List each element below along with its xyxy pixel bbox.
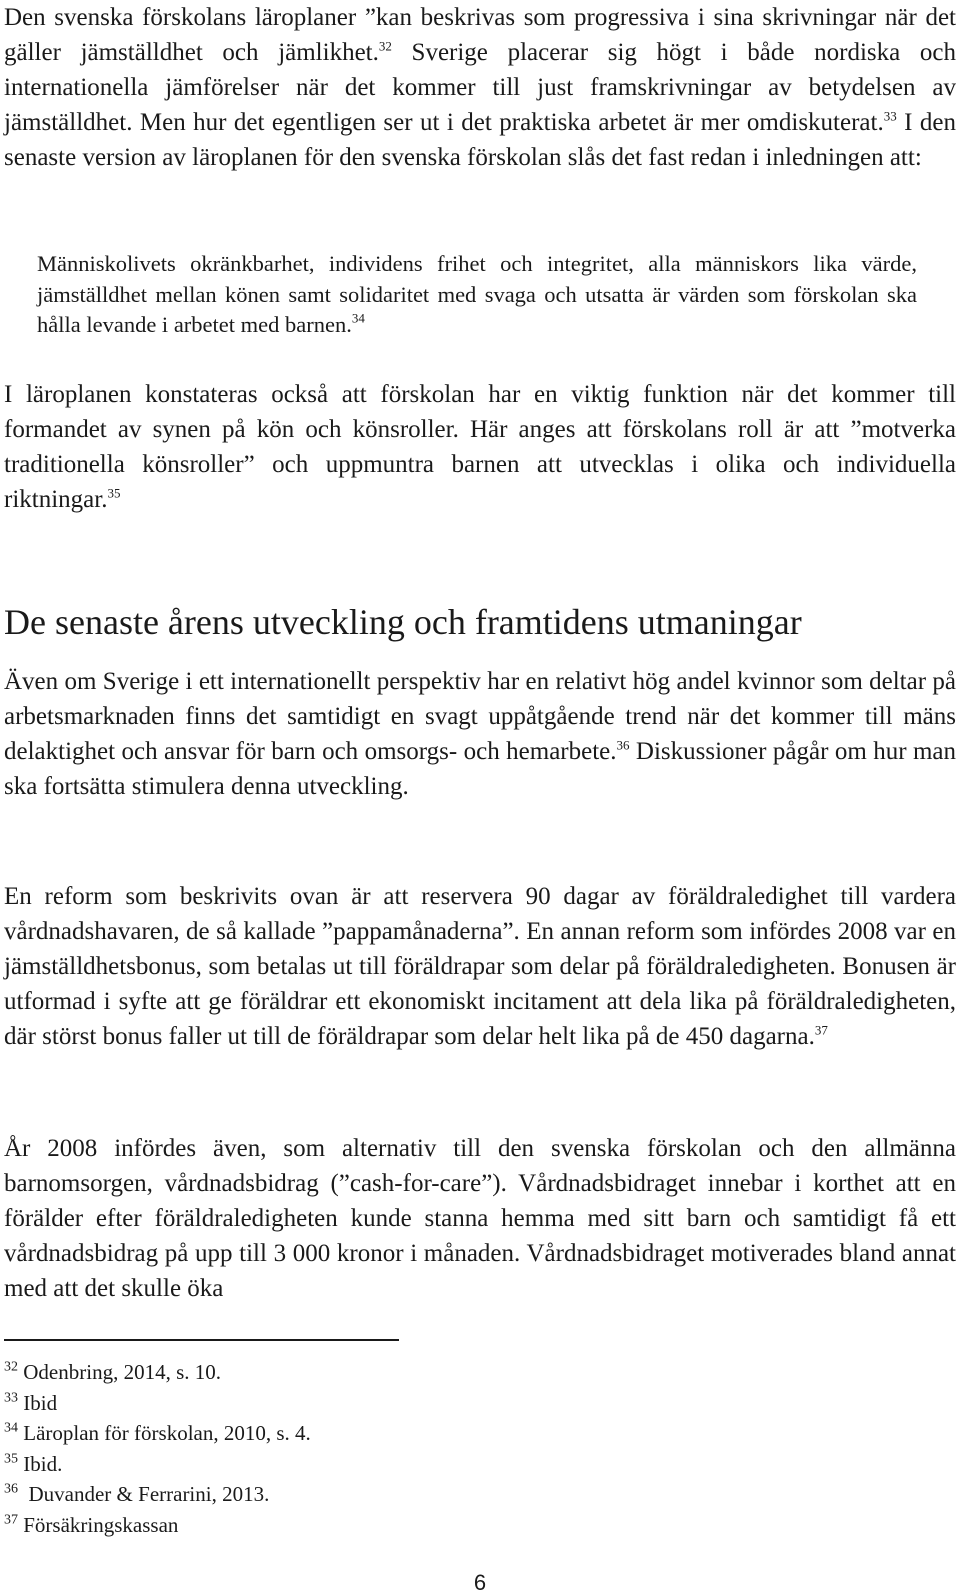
block-quote	[37, 249, 917, 341]
footnote-text: Duvander & Ferrarini, 2013.	[18, 1482, 270, 1507]
paragraph-text: Diskussioner pågår om hur man ska fortsätta stimulera denna utveckling.	[4, 738, 956, 800]
footnote-number: 34	[4, 1420, 18, 1436]
page-number: 6	[473, 1570, 487, 1595]
footnote-item	[4, 1510, 704, 1541]
footnote-ref[interactable]: 34	[351, 310, 365, 326]
paragraph-text: Även om Sverige i ett internationellt perspektiv har en relativt hög andel kvinnor som deltar på arbetsmarknaden finns det samtidigt en svagt uppåtgående trend när det kommer till mäns delaktighet och ansvar för barn och omsorgs- och hemarbete.	[4, 668, 956, 765]
paragraph-text: I läroplanen konstateras också att förskolan har en viktig funktion när det kommer till formandet av synen på kön och könsroller. Här anges att förskolans roll är att ”motverka traditionella könsroller” och uppmuntra barnen att utvecklas i olika och individuella riktningar.	[4, 381, 956, 513]
paragraph-care-allowance	[4, 1131, 956, 1306]
paragraph-text: Den svenska förskolans läroplaner ”kan beskrivas som progressiva i sina skrivningar när det gäller jämställdhet och jämlikhet.	[4, 4, 956, 66]
footnote-item	[4, 1388, 704, 1419]
footnote-number: 36	[4, 1481, 18, 1497]
footnote-ref[interactable]: 36	[616, 737, 630, 753]
footnote-text: Försäkringskassan	[18, 1512, 179, 1537]
footnote-item	[4, 1479, 704, 1510]
section-heading: De senaste årens utveckling och framtidens utmaningar	[4, 602, 802, 642]
paragraph-intro	[4, 0, 956, 175]
paragraph-text: En reform som beskrivits ovan är att reservera 90 dagar av föräldraledighet till vardera vårdnadshavaren, de så kallade ”pappamånaderna”. En annan reform som infördes 2008 var en jämställdhetsbonus, som betalas ut till föräldrapar som delar på föräldraledigheten. Bonusen är utformad i syfte att ge föräldrar ett ekonomiskt incitament att dela lika på föräldraledigheten, där störst bonus faller ut till de föräldrapar som delar helt lika på de 450 dagarna.	[4, 883, 956, 1050]
footnote-item	[4, 1418, 704, 1449]
footnote-item	[4, 1449, 704, 1480]
footnote-item	[4, 1357, 704, 1388]
paragraph-text: År 2008 infördes även, som alternativ till den svenska förskolan och den allmänna barnomsorgen, vårdnadsbidrag (”cash-for-care”). Vårdnadsbidraget innebar i korthet att en förälder efter föräldraledigheten kunde stanna hemma med sitt barn och samtidigt få ett vårdnadsbidrag på upp till 3 000 kronor i månaden. Vårdnadsbidraget motiverades bland annat med att det skulle öka	[4, 1135, 956, 1302]
paragraph-reform	[4, 879, 956, 1054]
footnote-divider	[4, 1339, 399, 1341]
footnote-text: Läroplan för förskolan, 2010, s. 4.	[18, 1421, 311, 1446]
footnote-number: 35	[4, 1451, 18, 1467]
paragraph-text: I den senaste version av läroplanen för den svenska förskolan slås det fast redan i inledningen att:	[4, 109, 957, 171]
footnote-number: 32	[4, 1359, 18, 1375]
paragraph-curriculum	[4, 377, 956, 517]
paragraph-labour-market	[4, 664, 956, 804]
paragraph-text: Sverige placerar sig högt i både nordiska och internationella jämförelser när det kommer till just framskrivningar av betydelsen av jämställdhet. Men hur det egentligen ser ut i det praktiska arbetet är mer omdiskuterat.	[4, 39, 956, 136]
footnote-number: 37	[4, 1512, 18, 1528]
quote-text: Människolivets okränkbarhet, individens frihet och integritet, alla människors lika värde, jämställdhet mellan könen samt solidaritet med svaga och utsatta är värden som förskolan ska hålla levande i arbetet med barnen.	[37, 251, 917, 337]
footnote-text: Ibid.	[18, 1451, 63, 1476]
footnotes-list	[4, 1357, 704, 1541]
footnote-text: Ibid	[18, 1390, 58, 1415]
footnote-ref[interactable]: 32	[378, 38, 392, 54]
footnote-ref[interactable]: 37	[814, 1022, 828, 1038]
footnote-ref[interactable]: 35	[107, 485, 121, 501]
footnote-number: 33	[4, 1390, 18, 1406]
footnote-ref[interactable]: 33	[883, 108, 897, 124]
footnote-text: Odenbring, 2014, s. 10.	[18, 1360, 221, 1384]
